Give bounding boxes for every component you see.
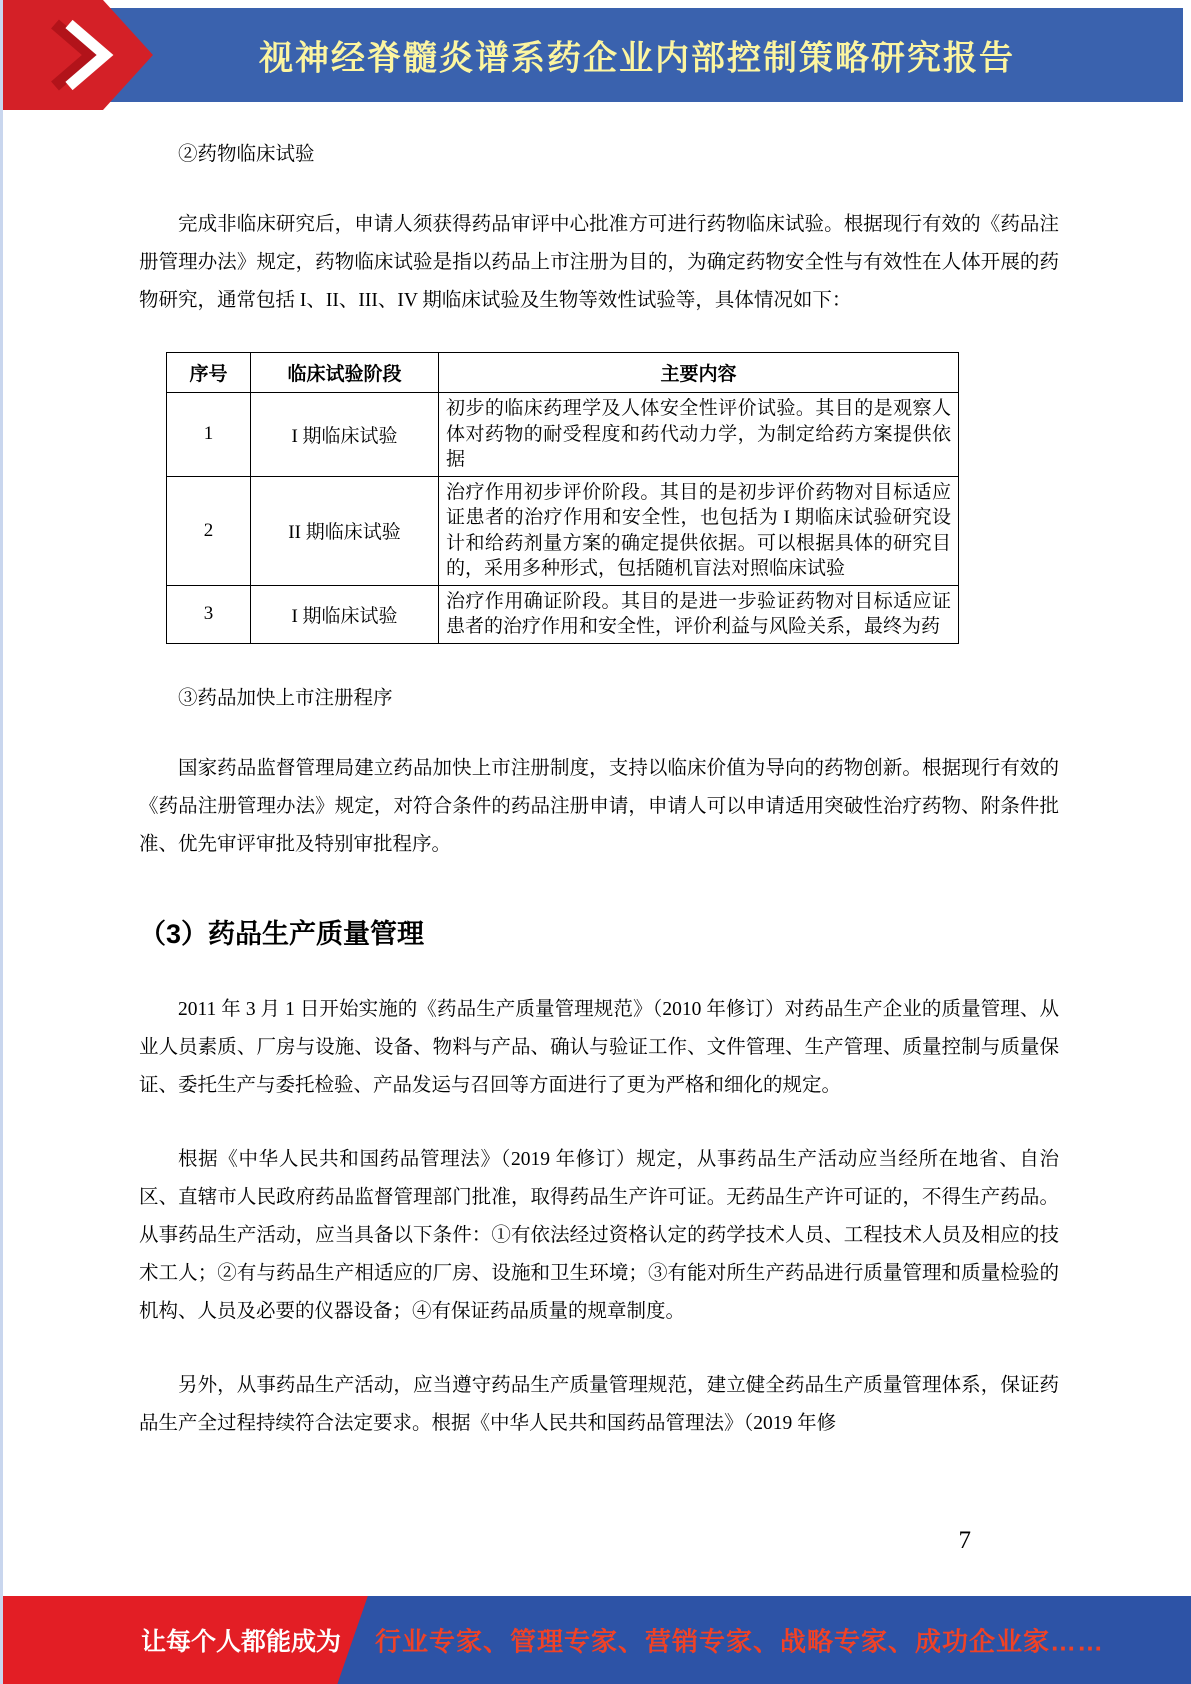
table-header-stage: 临床试验阶段	[251, 353, 439, 393]
clinical-trial-table	[166, 352, 959, 644]
section-heading-gmp: （3）药品生产质量管理	[139, 918, 425, 949]
row-stage: I 期临床试验	[251, 585, 439, 643]
table-row	[167, 585, 959, 643]
page-number: 7	[958, 1526, 971, 1554]
report-title: 视神经脊髓炎谱系药企业内部控制策略研究报告	[259, 39, 1015, 78]
footer-slogan-right: 行业专家、管理专家、营销专家、战略专家、成功企业家……	[375, 1626, 1105, 1657]
row-no: 1	[167, 393, 251, 477]
table-header-row	[167, 353, 959, 393]
section-heading-clinical-trial: ②药物临床试验	[178, 144, 315, 165]
table-header-desc: 主要内容	[439, 353, 959, 393]
footer-slogan-left: 让每个人都能成为	[141, 1628, 342, 1656]
red-arrow-icon	[3, 0, 155, 110]
paragraph-drug-law: 根据《中华人民共和国药品管理法》（2019 年修订）规定，从事药品生产活动应当经所在地省、自治区、直辖市人民政府药品监督管理部门批准，取得药品生产许可证。无药品生产许可证的，不得生产药品。从事药品生产活动，应当具备以下条件：①有依法经过资格认定的药学技术人员、工程技术人员及相应的技术工人；②有与药品生产相适应的厂房、设施和卫生环境；③有能对所生产药品进行质量管理和质量检验的机构、人员及必要的仪器设备；④有保证药品质量的规章制度。	[139, 1148, 1059, 1322]
table-header-no: 序号	[167, 353, 251, 393]
document-body	[139, 110, 1059, 1555]
table-row	[167, 393, 959, 477]
section-heading-fast-track: ③药品加快上市注册程序	[178, 687, 393, 709]
row-no: 3	[167, 585, 251, 643]
paragraph-fast-track: 国家药品监督管理局建立药品加快上市注册制度，支持以临床价值为导向的药物创新。根据现行有效的《药品注册管理办法》规定，对符合条件的药品注册申请，申请人可以申请适用突破性治疗药物、附条件批准、优先审评审批及特别审批程序。	[139, 757, 1059, 855]
table-row	[167, 476, 959, 585]
row-stage: II 期临床试验	[251, 476, 439, 585]
paragraph-gmp-2011: 2011 年 3 月 1 日开始实施的《药品生产质量管理规范》（2010 年修订）对药品生产企业的质量管理、从业人员素质、厂房与设施、设备、物料与产品、确认与验证工作、文件管理、生产管理、质量控制与质量保证、委托生产与委托检验、产品发运与召回等方面进行了更为严格和细化的规定。	[139, 998, 1059, 1096]
row-stage: I 期临床试验	[251, 393, 439, 477]
row-desc: 初步的临床药理学及人体安全性评价试验。其目的是观察人体对药物的耐受程度和药代动力学，为制定给药方案提供依据	[439, 393, 959, 477]
footer-banner	[3, 1596, 1191, 1684]
row-desc: 治疗作用确证阶段。其目的是进一步验证药物对目标适应证患者的治疗作用和安全性，评价利益与风险关系，最终为药	[439, 585, 959, 643]
paragraph-additional: 另外，从事药品生产活动，应当遵守药品生产质量管理规范，建立健全药品生产质量管理体系，保证药品生产全过程持续符合法定要求。根据《中华人民共和国药品管理法》（2019 年修	[139, 1374, 1059, 1434]
paragraph-clinical-trial-intro: 完成非临床研究后，申请人须获得药品审评中心批准方可进行药物临床试验。根据现行有效的《药品注册管理办法》规定，药物临床试验是指以药品上市注册为目的，为确定药物安全性与有效性在人体开展的药物研究，通常包括 I、II、III、IV 期临床试验及生物等效性试验等，具体情况如下：	[139, 214, 1059, 311]
row-no: 2	[167, 476, 251, 585]
header-banner	[11, 8, 1183, 102]
row-desc: 治疗作用初步评价阶段。其目的是初步评价药物对目标适应证患者的治疗作用和安全性，也包括为 I 期临床试验研究设 计和给药剂量方案的确定提供依据。可以根据具体的研究目 的，采用多种形式，包括随机盲法对照临床试验	[439, 476, 959, 585]
